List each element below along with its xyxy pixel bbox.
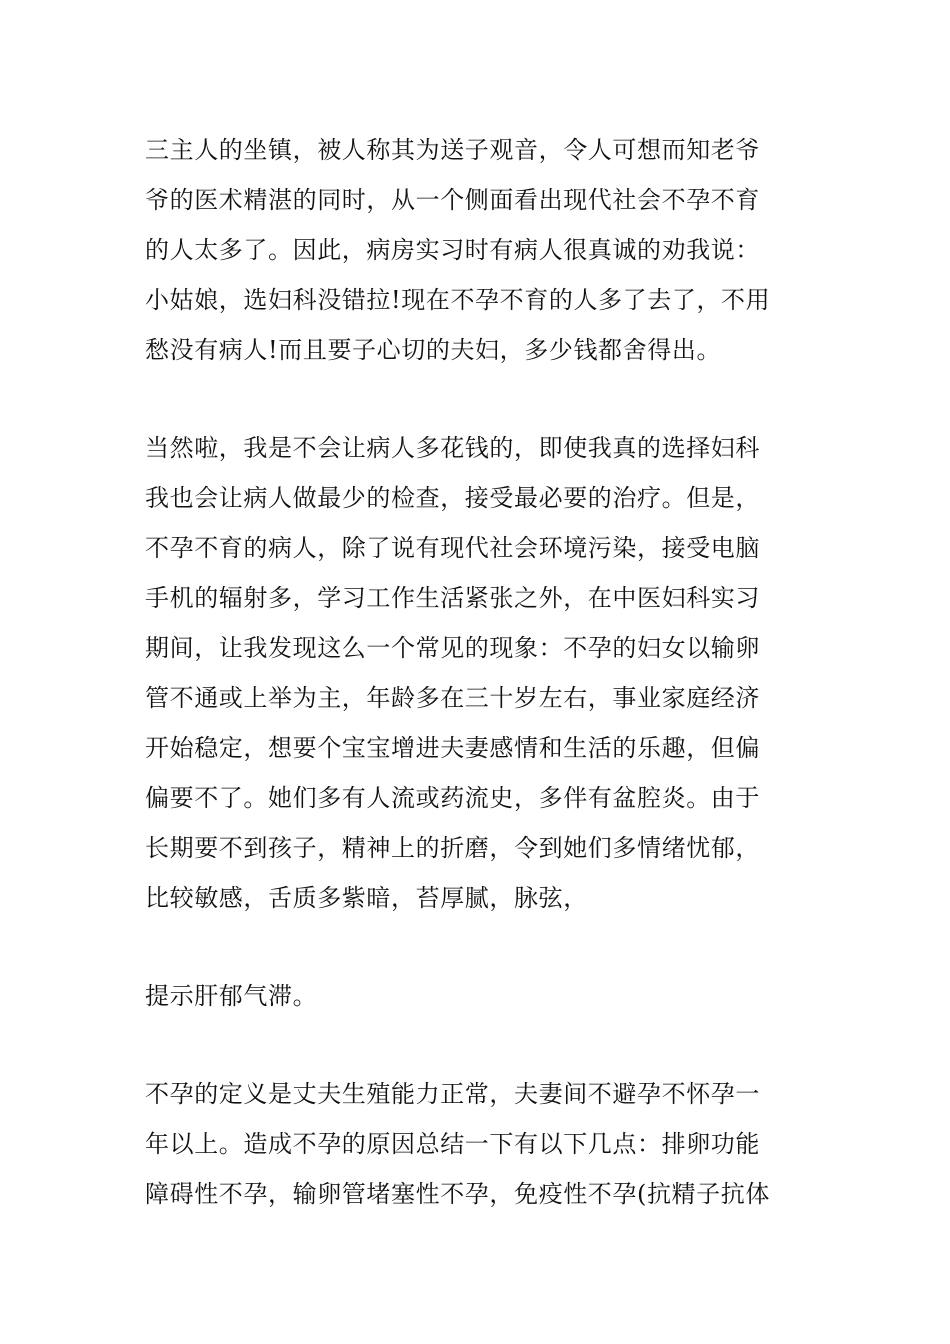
text-line: 障碍性不孕，输卵管堵塞性不孕，免疫性不孕(抗精子抗体 bbox=[145, 1180, 770, 1208]
text-line: 小姑娘，选妇科没错拉!现在不孕不育的人多了去了，不用 bbox=[145, 286, 771, 314]
text-line: 年以上。造成不孕的原因总结一下有以下几点：排卵功能 bbox=[145, 1130, 760, 1158]
text-line: 期间，让我发现这么一个常见的现象：不孕的妇女以输卵 bbox=[145, 634, 760, 662]
text-line: 不孕不育的病人，除了说有现代社会环境污染，接受电脑 bbox=[145, 534, 760, 562]
text-line: 开始稳定，想要个宝宝增进夫妻感情和生活的乐趣，但偏 bbox=[145, 734, 760, 762]
text-line: 管不通或上举为主，年龄多在三十岁左右，事业家庭经济 bbox=[145, 684, 760, 712]
text-line: 我也会让病人做最少的检查，接受最必要的治疗。但是， bbox=[145, 484, 760, 512]
text-line: 不孕的定义是丈夫生殖能力正常，夫妻间不避孕不怀孕一 bbox=[145, 1080, 760, 1108]
text-line: 三主人的坐镇，被人称其为送子观音，令人可想而知老爷 bbox=[145, 136, 760, 164]
text-line: 手机的辐射多，学习工作生活紧张之外，在中医妇科实习 bbox=[145, 584, 760, 612]
text-line: 偏要不了。她们多有人流或药流史，多伴有盆腔炎。由于 bbox=[145, 784, 760, 812]
text-line: 长期要不到孩子，精神上的折磨，令到她们多情绪忧郁， bbox=[145, 834, 760, 862]
text-line: 提示肝郁气滞。 bbox=[145, 982, 318, 1010]
text-line: 愁没有病人!而且要子心切的夫妇，多少钱都舍得出。 bbox=[145, 336, 722, 364]
text-line: 爷的医术精湛的同时，从一个侧面看出现代社会不孕不育 bbox=[145, 186, 760, 214]
text-line: 当然啦，我是不会让病人多花钱的，即使我真的选择妇科 bbox=[145, 434, 760, 462]
text-line: 的人太多了。因此，病房实习时有病人很真诚的劝我说： bbox=[145, 236, 760, 264]
text-line: 比较敏感，舌质多紫暗，苔厚腻，脉弦， bbox=[145, 884, 588, 912]
